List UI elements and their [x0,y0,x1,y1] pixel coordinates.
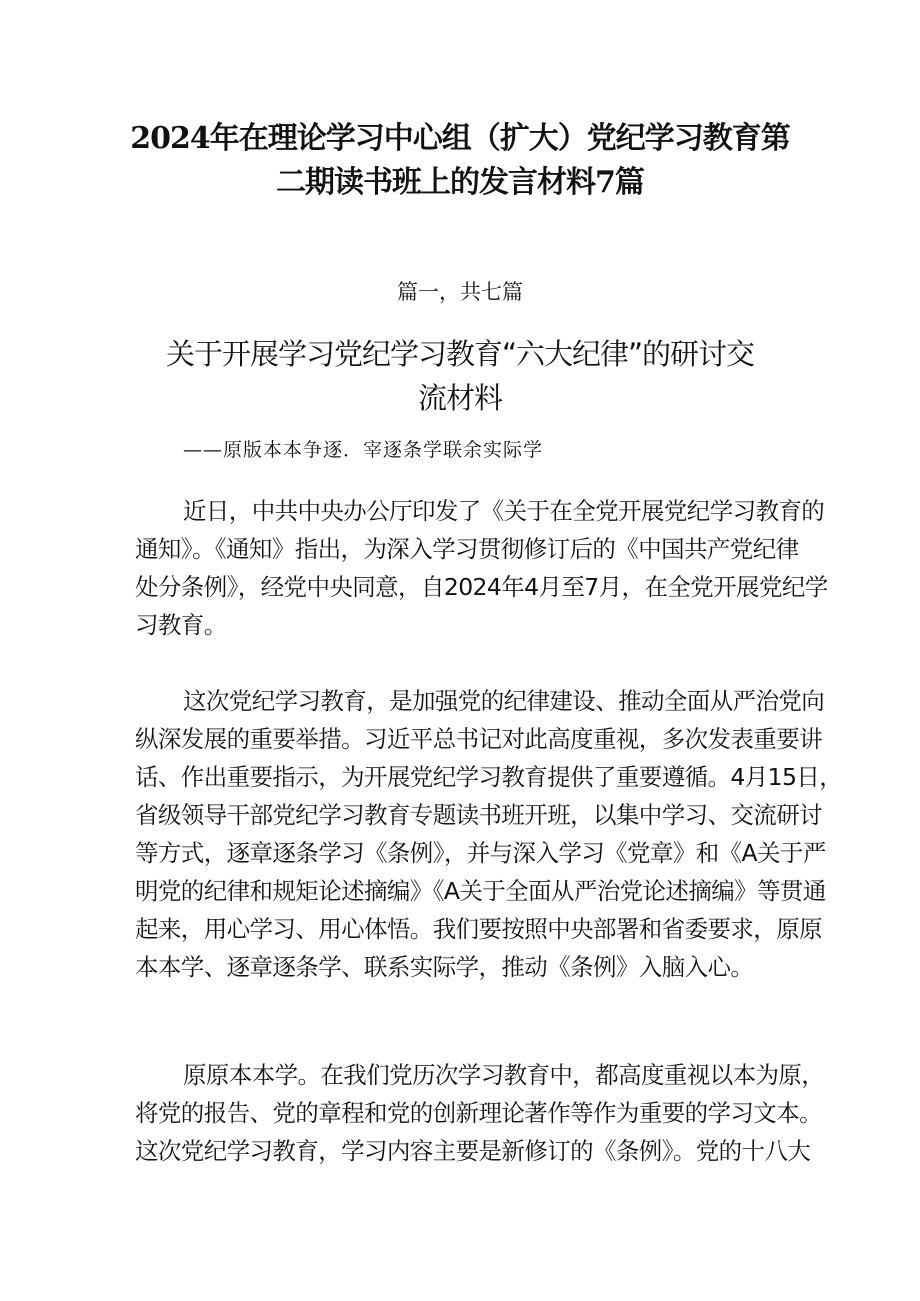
paragraph-line: 这次党纪学习教育，学习内容主要是新修订的《条例》。党的十八大 [135,1137,811,1165]
paragraph-line: 纵深发展的重要举措。习近平总书记对此高度重视，多次发表重要讲 [135,725,822,753]
paragraph-line: 明党的纪律和规矩论述摘编》《A关于全面从严治党论述摘编》等贯通 [135,877,826,905]
paragraph-line: 处分条例》，经党中央同意，自2024年4月至7月，在全党开展党纪学 [135,573,828,601]
article-title-line-2: 流材料 [417,381,502,415]
paragraph-line: 这次党纪学习教育，是加强党的纪律建设、推动全面从严治党向 [183,687,825,715]
paragraph-line: 近日，中共中央办公厅印发了《关于在全党开展党纪学习教育的 [183,497,825,525]
paragraph-line: 等方式，逐章逐条学习《条例》，并与深入学习《党章》和《A关于严 [135,839,826,867]
article-subtitle: ——原版本本争逐．宰逐条学联余实际学 [183,439,544,461]
article-title-line-1: 关于开展学习党纪学习教育“六大纪律”的研讨交 [165,337,755,371]
paragraph-line: 将党的报告、党的章程和党的创新理论著作等作为重要的学习文本。 [135,1099,822,1127]
paragraph-1 [135,492,828,644]
paragraph-3 [135,1056,825,1170]
paragraph-line: 本本学、逐章逐条学、联系实际学，推动《条例》入脑入心。 [135,953,754,981]
document-title-line-2: 二期读书班上的发言材料7篇 [276,165,644,200]
paragraph-line: 话、作出重要指示，为开展党纪学习教育提供了重要遵循。4月15日， [135,763,843,791]
paragraph-line: 省级领导干部党纪学习教育专题读书班开班，以集中学习、交流研讨 [135,801,822,829]
paragraph-line: 通知》。《通知》指出，为深入学习贯彻修订后的《中国共产党纪律 [135,535,799,563]
paragraph-line: 原原本本学。在我们党历次学习教育中，都高度重视以本为原， [183,1061,825,1089]
paragraph-line: 习教育。 [135,611,227,639]
paragraph-line: 起来，用心学习、用心体悟。我们要按照中央部署和省委要求，原原 [135,915,822,943]
document-title-line-1: 2024年在理论学习中心组（扩大）党纪学习教育第 [130,121,790,156]
section-label: 篇一，共七篇 [397,280,523,304]
paragraph-2 [135,682,843,986]
